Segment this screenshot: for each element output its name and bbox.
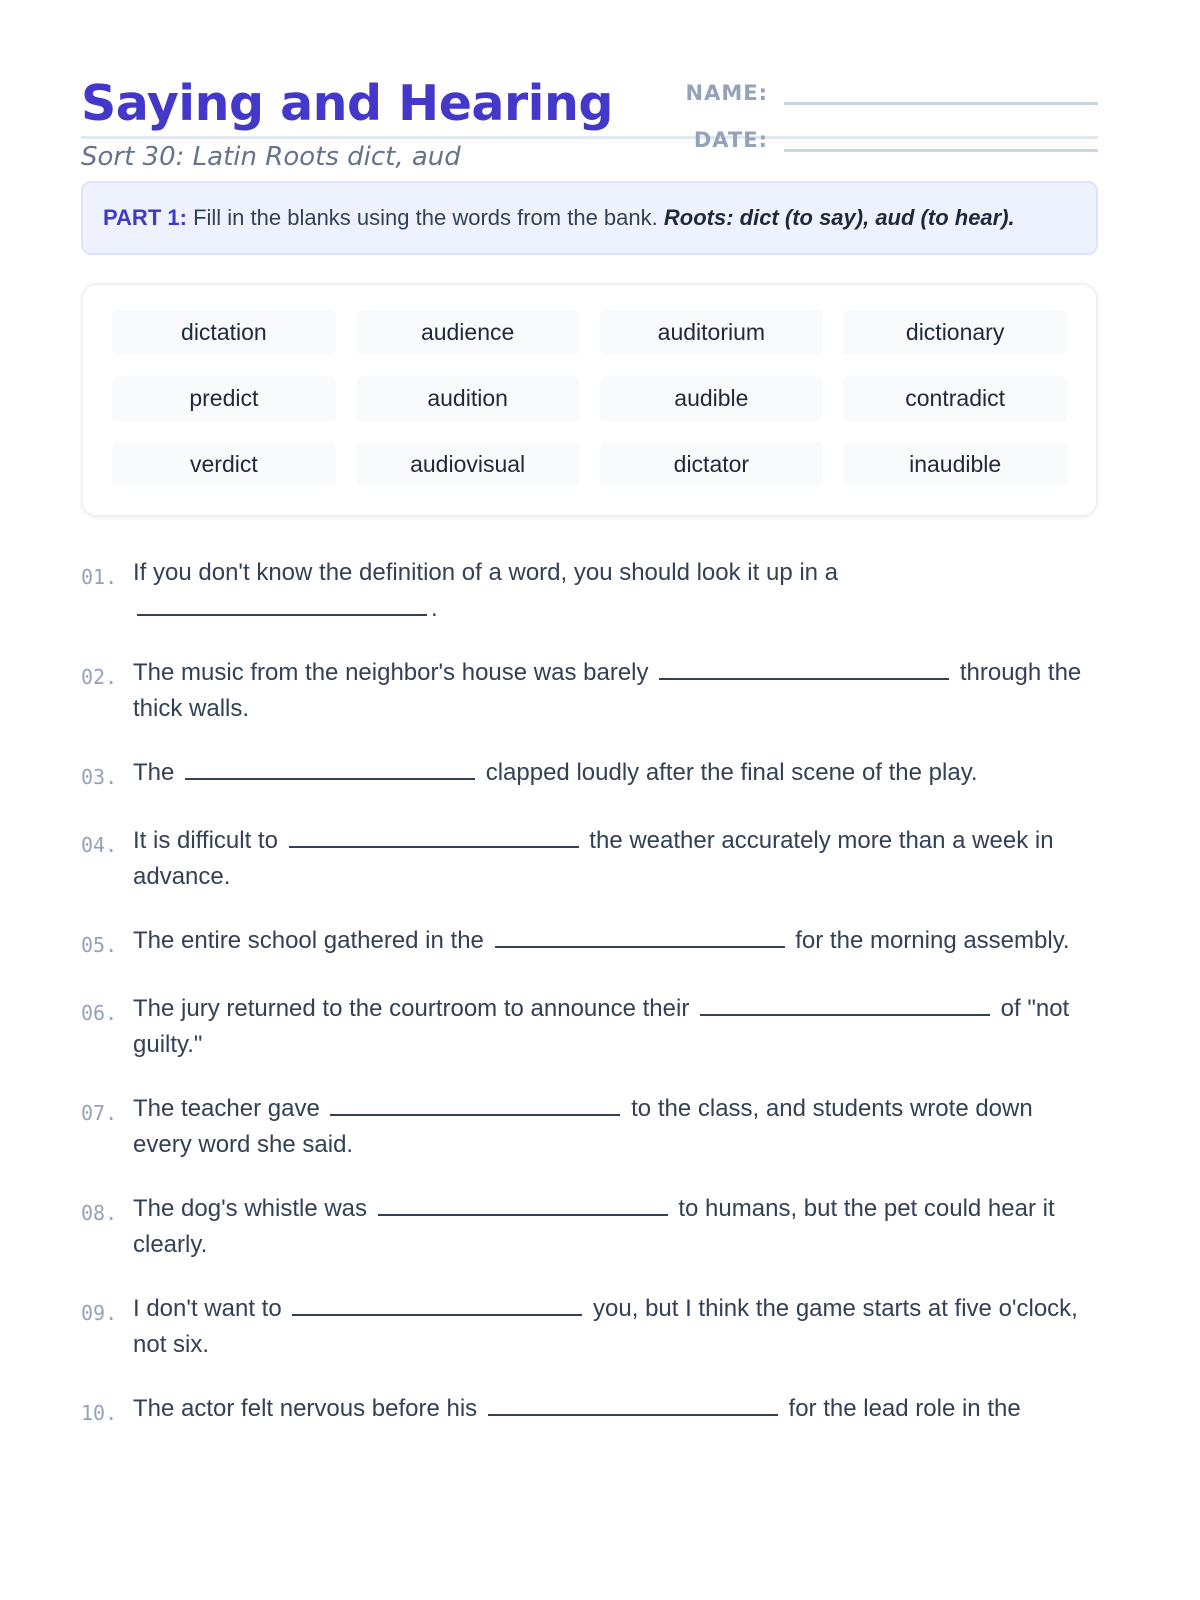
- word-bank: [81, 283, 1098, 517]
- instructions-text: Fill in the blanks using the words from the bank.: [193, 205, 658, 230]
- word-bank-item: audition: [356, 376, 580, 421]
- word-bank-item: dictionary: [843, 310, 1067, 355]
- name-label: NAME:: [685, 81, 768, 105]
- answer-blank[interactable]: [292, 1292, 582, 1316]
- question-item: [81, 1291, 1098, 1363]
- question-text: [133, 1391, 1098, 1427]
- answer-blank[interactable]: [495, 924, 785, 948]
- question-text-after: of "not guilty.": [133, 995, 1070, 1058]
- question-text-before: If you don't know the definition of a word, you should look it up in a: [133, 559, 839, 586]
- question-text-before: The: [133, 759, 175, 786]
- word-bank-item: contradict: [843, 376, 1067, 421]
- answer-blank[interactable]: [378, 1192, 668, 1216]
- question-text-before: It is difficult to: [133, 827, 278, 854]
- question-text: [133, 555, 1098, 627]
- word-bank-item: predict: [112, 376, 336, 421]
- word-bank-item: audible: [600, 376, 824, 421]
- answer-blank[interactable]: [137, 592, 427, 616]
- question-number: 07.: [81, 1101, 118, 1125]
- answer-blank[interactable]: [289, 824, 579, 848]
- date-row: [678, 127, 1098, 153]
- question-text-before: The jury returned to the courtroom to announce their: [133, 995, 690, 1022]
- question-item: [81, 1391, 1098, 1431]
- question-number: 03.: [81, 765, 118, 789]
- word-bank-item: dictation: [112, 310, 336, 355]
- question-text-after: for the lead role in the: [788, 1395, 1021, 1422]
- question-text: [133, 755, 1098, 791]
- answer-blank[interactable]: [659, 656, 949, 680]
- question-text: [133, 1191, 1098, 1263]
- question-text-after: clapped loudly after the final scene of the play.: [485, 759, 978, 786]
- question-text-after: to humans, but the pet could hear it clearly.: [133, 1195, 1055, 1258]
- question-text-before: The entire school gathered in the: [133, 927, 484, 954]
- question-item: [81, 555, 1098, 627]
- question-number: 01.: [81, 565, 118, 589]
- name-row: [678, 80, 1098, 106]
- question-text: [133, 923, 1098, 959]
- question-text-after: through the thick walls.: [133, 659, 1082, 722]
- question-number: 09.: [81, 1301, 118, 1325]
- word-bank-item: audiovisual: [356, 442, 580, 487]
- date-field[interactable]: [784, 149, 1098, 152]
- question-item: [81, 823, 1098, 895]
- question-text: [133, 1291, 1098, 1363]
- word-bank-item: inaudible: [843, 442, 1067, 487]
- question-number: 10.: [81, 1401, 118, 1425]
- question-item: [81, 755, 1098, 795]
- word-bank-item: auditorium: [600, 310, 824, 355]
- question-item: [81, 991, 1098, 1063]
- answer-blank[interactable]: [488, 1392, 778, 1416]
- question-text-before: The dog's whistle was: [133, 1195, 368, 1222]
- answer-blank[interactable]: [700, 992, 990, 1016]
- question-text: [133, 823, 1098, 895]
- question-text: [133, 991, 1098, 1063]
- question-number: 05.: [81, 933, 118, 957]
- part-label: PART 1:: [103, 205, 187, 230]
- question-item: [81, 1091, 1098, 1163]
- question-number: 08.: [81, 1201, 118, 1225]
- question-text-before: The music from the neighbor's house was barely: [133, 659, 649, 686]
- question-text-before: The teacher gave: [133, 1095, 320, 1122]
- answer-blank[interactable]: [330, 1092, 620, 1116]
- instructions-box: [81, 181, 1098, 255]
- question-item: [81, 655, 1098, 727]
- word-bank-item: dictator: [600, 442, 824, 487]
- date-label: DATE:: [693, 128, 768, 152]
- question-list: [81, 555, 1098, 1431]
- question-text: [133, 655, 1098, 727]
- question-number: 04.: [81, 833, 118, 857]
- question-item: [81, 923, 1098, 963]
- question-item: [81, 1191, 1098, 1263]
- question-text-before: I don't want to: [133, 1295, 282, 1322]
- roots-note: Roots: dict (to say), aud (to hear).: [663, 205, 1015, 230]
- word-bank-item: verdict: [112, 442, 336, 487]
- worksheet-header: [81, 0, 1098, 172]
- question-text-after: .: [431, 595, 438, 622]
- question-text-after: to the class, and students wrote down every word she said.: [133, 1095, 1033, 1158]
- question-text-after: the weather accurately more than a week in advance.: [133, 827, 1054, 890]
- question-number: 02.: [81, 665, 118, 689]
- question-number: 06.: [81, 1001, 118, 1025]
- question-text-after: you, but I think the game starts at five o'clock, not six.: [133, 1295, 1078, 1358]
- page-title: Saying and Hearing: [81, 75, 613, 132]
- question-text-before: The actor felt nervous before his: [133, 1395, 478, 1422]
- page-subtitle: Sort 30: Latin Roots dict, aud: [81, 142, 461, 172]
- answer-blank[interactable]: [185, 756, 475, 780]
- student-info: [678, 74, 1098, 174]
- title-block: [81, 74, 613, 174]
- question-text-after: for the morning assembly.: [795, 927, 1070, 954]
- question-text: [133, 1091, 1098, 1163]
- word-bank-item: audience: [356, 310, 580, 355]
- name-field[interactable]: [784, 102, 1098, 105]
